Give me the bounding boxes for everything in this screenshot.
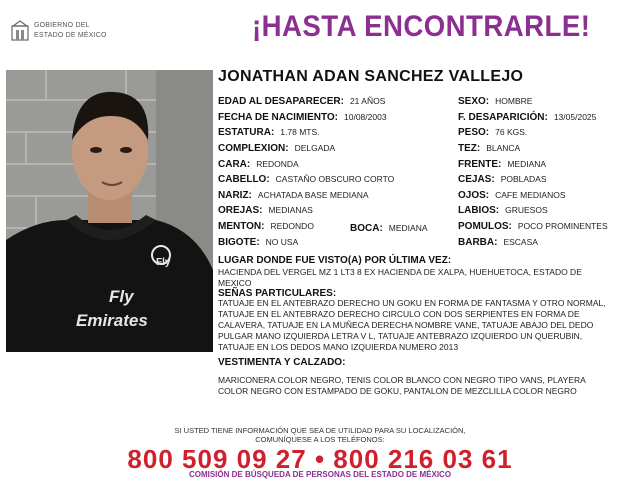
phone-2[interactable]: 800 216 03 61 [333,444,513,474]
field-label: CABELLO: [218,174,270,185]
field-label: FECHA DE NACIMIENTO: [218,112,338,123]
field-label: SEXO: [458,96,490,107]
footer-note-1: SI USTED TIENE INFORMACIÓN QUE SEA DE UTILIDAD PARA SU LOCALIZACIÓN, [174,426,466,435]
state-government-logo [10,18,130,48]
field-barba [458,237,538,248]
photo-illustration [6,70,213,352]
field-value: REDONDA [256,159,299,169]
field-value: ESCASA [503,237,538,247]
person-photo [6,70,213,352]
phone-1[interactable]: 800 509 09 27 [127,444,307,474]
phone-separator: • [314,444,326,474]
field-label: POMULOS: [458,221,512,232]
shirt-text-3: Emirates [76,311,148,330]
headline: ¡HASTA ENCONTRARLE! [252,10,591,43]
coat-of-arms-icon [10,20,30,42]
field-value: 21 AÑOS [349,96,386,106]
field-cara [218,159,299,170]
field-desaparicion [458,112,596,123]
field-nariz [218,190,369,201]
field-value: GRUESOS [505,205,548,215]
field-label: OREJAS: [218,205,263,216]
field-label: MENTON: [218,221,265,232]
footer-note-2: COMUNÍQUESE A LOS TELÉFONOS: [255,435,385,444]
field-label: ESTATURA: [218,127,275,138]
field-label: BARBA: [458,237,498,248]
field-label: OJOS: [458,190,490,201]
field-label: BIGOTE: [218,237,260,248]
field-value: MEDIANA [388,223,428,233]
field-complexion [218,143,335,154]
field-sexo [458,96,532,107]
ropa-text: MARICONERA COLOR NEGRO, TENIS COLOR BLANCO CON NEGRO TIPO VANS, PLAYERA COLOR NEGRO CON ESTAMPADO DE GOKU, PANTALON DE MEZCLILLA COLOR NEGRO [218,375,586,396]
field-labios [458,205,548,216]
field-estatura [218,127,320,138]
field-label: PESO: [458,127,490,138]
field-value: HOMBRE [495,96,533,106]
field-pomulos [458,221,608,232]
commission-name: COMISIÓN DE BÚSQUEDA DE PERSONAS DEL ESTADO DE MÉXICO [188,470,452,479]
field-boca [350,223,428,234]
field-label: CEJAS: [458,174,495,185]
government-line-2: ESTADO DE MÉXICO [34,32,107,39]
person-name: JONATHAN ADAN SANCHEZ VALLEJO [218,68,524,85]
field-label: LABIOS: [458,205,500,216]
field-tez [458,143,520,154]
field-value: DELGADA [294,143,336,153]
field-label: COMPLEXION: [218,143,289,154]
field-label: CARA: [218,159,251,170]
last-seen-text: HACIENDA DEL VERGEL MZ 1 LT3 8 EX HACIENDA DE XALPA, HUEHUETOCA, ESTADO DE MEXICO [218,267,582,288]
field-label: TEZ: [458,143,481,154]
field-label: F. DESAPARICIÓN: [458,112,548,123]
field-value: REDONDO [270,221,314,231]
field-orejas [218,205,313,216]
field-value: 76 KGS. [495,127,528,137]
senas-title: SEÑAS PARTICULARES: [218,288,337,299]
field-bigote [218,237,298,248]
field-value: 13/05/2025 [553,112,597,122]
field-label: EDAD AL DESAPARECER: [218,96,344,107]
last-seen-title: LUGAR DONDE FUE VISTO(A) POR ÚLTIMA VEZ: [218,255,452,266]
field-menton [218,221,314,232]
field-value: 10/08/2003 [344,112,387,122]
field-value: MEDIANAS [268,205,313,215]
field-edad [218,96,385,107]
field-nacimiento [218,112,387,123]
field-label: BOCA: [350,223,383,234]
field-value: MEDIANA [507,159,547,169]
field-peso [458,127,527,138]
ropa-title: VESTIMENTA Y CALZADO: [218,357,346,368]
field-cabello [218,174,394,185]
field-label: NARIZ: [218,190,252,201]
field-value: NO USA [265,237,299,247]
field-value: POBLADAS [500,174,547,184]
field-value: 1.78 MTS. [280,127,320,137]
field-value: CASTAÑO OBSCURO CORTO [275,174,395,184]
field-value: CAFE MEDIANOS [495,190,566,200]
field-label: FRENTE: [458,159,502,170]
senas-text: TATUAJE EN EL ANTEBRAZO DERECHO UN GOKU EN FORMA DE FANTASMA Y OTRO NORMAL, TATUAJE EN EL ANTEBRAZO DERECHO CIRCULO CON DOS SERPIENTES EN FORMA DE CALAVERA, TATUAJE EN LA MUÑECA DERECHA NOMBRE VANE, TATUAJE ABAJO DEL DEDO PULGAR MANO IZQUIERDA LETRA V L, TATUAJE ANTEBRAZO IZQUIERDO UN QUERUBIN, TATUAJE EN LOS DEDOS MANO IZQUIERDA NUMERO 2013 [218,298,606,352]
field-value: POCO PROMINENTES [517,221,608,231]
field-ojos [458,190,566,201]
field-value: ACHATADA BASE MEDIANA [257,190,369,200]
field-value: BLANCA [486,143,521,153]
shirt-text-1: Fly [156,257,171,268]
field-cejas [458,174,547,185]
shirt-text-2: Fly [109,287,134,306]
field-frente [458,159,546,170]
government-line-1: GOBIERNO DEL [34,22,90,29]
